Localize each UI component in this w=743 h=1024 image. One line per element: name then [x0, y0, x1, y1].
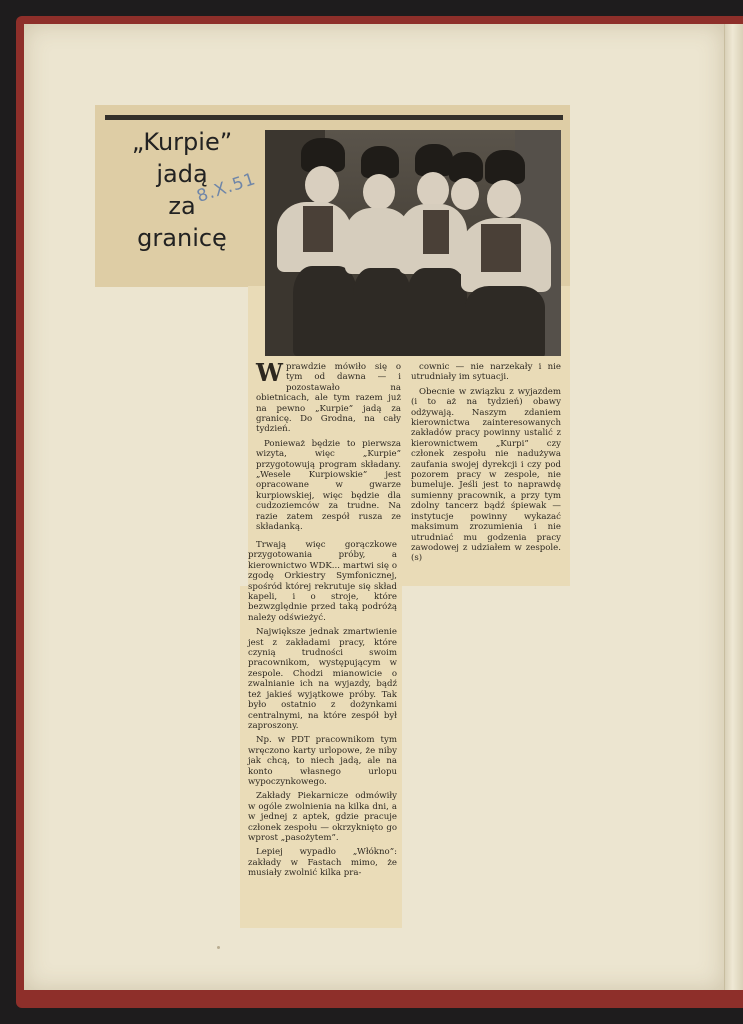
paragraph-text: prawdzie mówiło się o tym od dawna — i pozostawało na obietnicach, ale tym razem już na pewno „Kurpie” jadą za granicę. Do Grodna, na cały tydzień.	[256, 362, 401, 435]
paragraph: Zakłady Piekarnicze odmówiły w ogóle zwolnienia na kilka dni, a w jednej z aptek, gdzie pracuje członek zespołu — okrzyknięto go wprost „pasożytem”.	[248, 791, 397, 843]
paragraph: Największe jednak zmartwienie jest z zakładami pracy, które czynią trudności swoim pracownikom, występującym w zespole. Chodzi mianowicie o zwalnianie ich na wyjazdy, bądź też jakieś wyjątkowe próby. Tak było ostatnio z dożynkami centralnymi, na które zespół był zaproszony.	[248, 627, 397, 731]
dancer-1	[273, 136, 343, 356]
paragraph	[256, 358, 401, 435]
paragraph: Obecnie w związku z wyjazdem (i to aż na tydzień) obawy odżywają. Naszym zdaniem kierownictwa zainteresowanych zakładów pracy powinny ustalić z kierownictwem „Kurpi” czy członek zespołu nie nadużywa zaufania swojej dyrekcji i czy pod pozorem pracy w zespole, nie bumeluje. Jeśli jest to naprawdę sumienny pracownik, a przy tym zdolny tancerz bądź śpiewak — instytucje powinny wykazać maksimum zrozumienia i nie utrudniać mu godzenia pracy zawodowej z udziałem w zespole. (s)	[411, 386, 561, 564]
dancer-5	[475, 150, 555, 356]
paragraph: cownic — nie narzekały i nie utrudniały im sytuacji.	[411, 362, 561, 383]
headline-line-2: jadą	[156, 160, 208, 188]
article-headline	[112, 126, 252, 286]
article-column-3	[248, 540, 397, 883]
header-rule	[105, 115, 563, 120]
paragraph: Lepiej wypadło „Włókno”: zakłady w Fastach mimo, że musiały zwolnić kilka pra-	[248, 847, 397, 879]
headline-line-4: granicę	[137, 224, 227, 252]
paragraph: Ponieważ będzie to pierwsza wizyta, więc „Kurpie” przygotowują program składany. „Wesele Kurpiowskie” jest opracowane w gwarze kurpiowskiej, więc będzie dla cudzoziemców za trudne. Na razie zatem zespół rusza ze składanką.	[256, 438, 401, 533]
article-column-2	[411, 362, 561, 568]
paragraph: Trwają więc gorączkowe przygotowania próby, a kierownictwo WDK... martwi się o zgodę Orkiestry Symfonicznej, spośród której rekrutuje się skład kapeli, i o stroje, które bezwzględnie przed taką podróżą należy odświeżyć.	[248, 540, 397, 623]
headline-line-3: za	[168, 192, 196, 220]
article-column-1	[256, 358, 401, 537]
drop-cap: W	[256, 358, 283, 387]
handwritten-date: 8.X.51	[194, 169, 259, 207]
page-edge	[724, 24, 743, 990]
headline-line-1: „Kurpie”	[131, 128, 233, 156]
paper-speck	[217, 946, 220, 949]
group-photo	[265, 130, 561, 356]
paragraph: Np. w PDT pracownikom tym wręczono karty urlopowe, że niby jak chcą, to niech jadą, ale na konto własnego urlopu wypoczynkowego.	[248, 735, 397, 787]
